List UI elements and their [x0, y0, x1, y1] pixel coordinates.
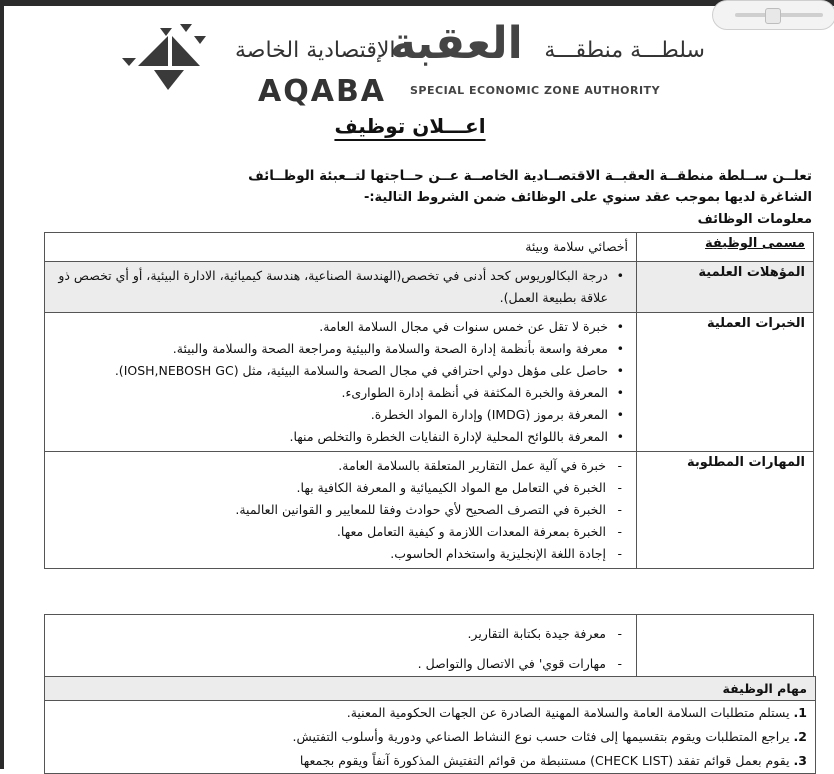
aqaba-logo-icon [110, 14, 220, 99]
task-number: 3. [793, 753, 807, 768]
list-item: • المعرفة برموز (IMDG) وإدارة المواد الخطرة. [53, 404, 628, 426]
job-tasks-section [44, 676, 816, 774]
task-number: 1. [793, 705, 807, 720]
job-title-label [637, 233, 814, 262]
page-title: اعـــلان توظيف [334, 114, 486, 138]
ar-authority-text: سلطـــة منطقـــة [544, 38, 705, 63]
list-item: • خبرة لا تقل عن خمس سنوات في مجال السلامة العامة. [53, 316, 628, 338]
task-number: 2. [793, 729, 807, 744]
zoom-slider[interactable] [712, 0, 834, 30]
list-item: • المعرفة والخبرة المكثفة في أنظمة إدارة الطوارىء. [53, 382, 628, 404]
qualifications-label: المؤهلات العلمية [637, 262, 814, 313]
task-text: يقوم بعمل قوائم تفقد (CHECK LIST) مستنبطة من قوائم التفتيش المذكورة آنفاً ويقوم بجمعها [299, 753, 790, 768]
table-row [45, 262, 814, 313]
tasks-heading: مهام الوظيفة [45, 677, 815, 701]
job-info-table [44, 232, 814, 569]
table-row [45, 452, 814, 569]
list-item: - معرفة جيدة بكتابة التقارير. [53, 619, 628, 649]
task-item [45, 701, 815, 725]
authority-name-english: SPECIAL ECONOMIC ZONE AUTHORITY [410, 84, 661, 97]
skills-cell [45, 452, 637, 569]
job-title-value: أخصائي سلامة وبيئة [45, 233, 637, 262]
intro-line-3: معلومات الوظائف [697, 212, 812, 227]
extra-skills-cell [45, 615, 637, 684]
ar-aqaba-text: العقبة [390, 18, 523, 69]
list-item: - خبرة في آلية عمل التقارير المتعلقة بالسلامة العامة. [53, 455, 628, 477]
authority-name-arabic [235, 18, 705, 70]
list-item: • معرفة واسعة بأنظمة إدارة الصحة والسلامة والبيئية ومراجعة الصحة والسلامة والبيئة. [53, 338, 628, 360]
extra-skills-table [44, 614, 814, 684]
task-text: يستلم متطلبات السلامة العامة والسلامة المهنية الصادرة عن الجهات الحكومية المعنية. [346, 705, 790, 720]
task-text: يراجع المتطلبات ويقوم بتقسيمها إلى فئات حسب نوع النشاط الصناعي ودورية وأسلوب التفتيش. [292, 729, 790, 744]
empty-cell [637, 615, 814, 684]
task-item [45, 725, 815, 749]
job-title-label-text: مسمى الوظيفة [705, 236, 805, 251]
list-item: - الخبرة بمعرفة المعدات اللازمة و كيفية التعامل معها. [53, 521, 628, 543]
experience-label: الخبرات العملية [637, 313, 814, 452]
list-item: - الخبرة في التعامل مع المواد الكيميائية و المعرفة الكافية بها. [53, 477, 628, 499]
task-item [45, 749, 815, 773]
list-item: • المعرفة باللوائح المحلية لإدارة النفايات الخطرة والتخلص منها. [53, 426, 628, 448]
ar-special-text: الإقتصادية الخاصة [235, 38, 396, 63]
skills-label: المهارات المطلوبة [637, 452, 814, 569]
experience-cell [45, 313, 637, 452]
table-row [45, 313, 814, 452]
window-frame-top [0, 0, 834, 6]
intro-line-1: تعلــن ســلطة منطقــة العقبــة الاقتصــادية الخاصــة عــن حــاجتها لتــعبئة الوظــائف [248, 168, 812, 184]
list-item: - إجادة اللغة الإنجليزية واستخدام الحاسوب. [53, 543, 628, 565]
aqaba-wordmark: AQABA [258, 74, 387, 109]
table-row [45, 615, 814, 684]
table-row [45, 233, 814, 262]
window-frame-left [0, 0, 4, 769]
list-item: • حاصل على مؤهل دولي احترافي في مجال الصحة والسلامة البيئية، مثل (IOSH,NEBOSH GC). [53, 360, 628, 382]
zoom-slider-thumb[interactable] [765, 8, 781, 24]
list-item: - مهارات قوي' في الاتصال والتواصل . [53, 649, 628, 679]
qualifications-cell [45, 262, 637, 313]
intro-line-2: الشاغرة لديها بموجب عقد سنوي على الوظائف ضمن الشروط التالية:- [363, 190, 812, 205]
list-item: • درجة البكالوريوس كحد أدنى في تخصص(الهندسة الصناعية، هندسة كيميائية، الادارة البيئية، أو أي تخصص ذو علاقة بطبيعة العمل). [53, 265, 628, 309]
list-item: - الخبرة في التصرف الصحيح لأي حوادث وفقا للمعايير و القوانين العالمية. [53, 499, 628, 521]
